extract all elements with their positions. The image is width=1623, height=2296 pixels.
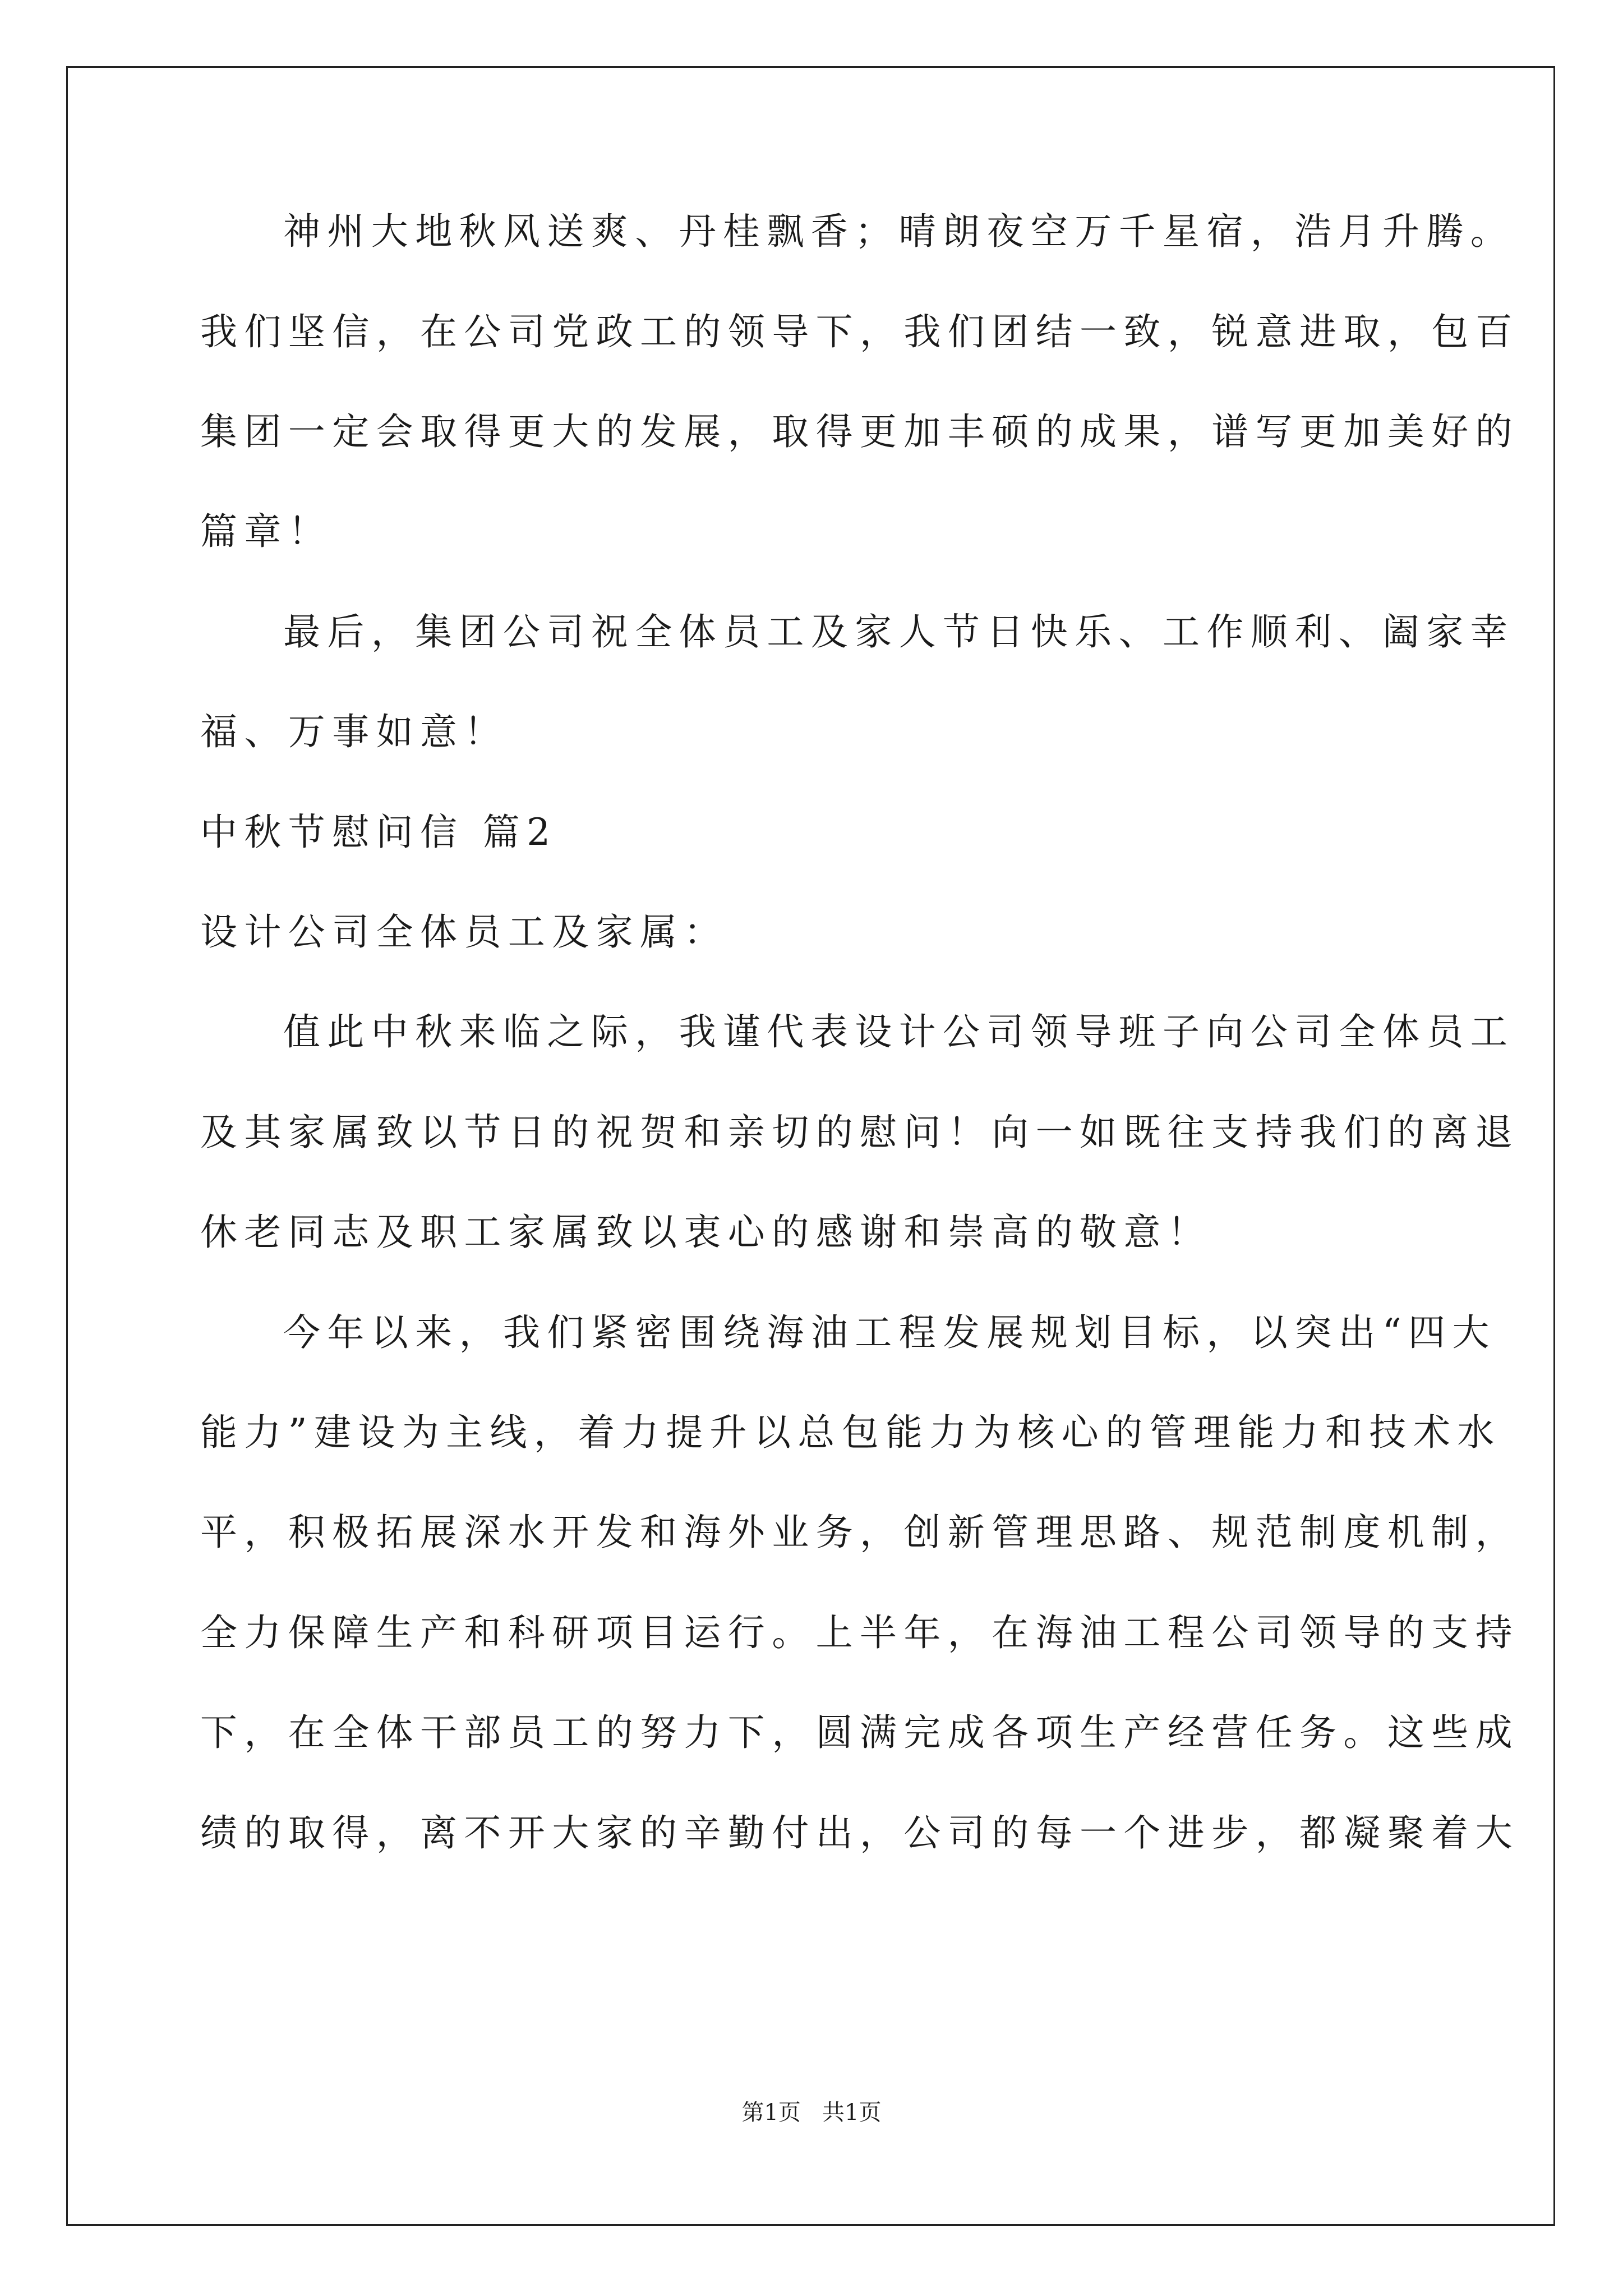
paragraph-line: 全力保障生产和科研项目运行。上半年，在海油工程公司领导的支持 bbox=[200, 1611, 1519, 1654]
paragraph-line: 最后，集团公司祝全体员工及家人节日快乐、工作顺利、阖家幸 bbox=[283, 610, 1515, 654]
paragraph-line: 我们坚信，在公司党政工的领导下，我们团结一致，锐意进取，包百 bbox=[200, 310, 1519, 353]
paragraph-line: 福、万事如意！ bbox=[200, 710, 508, 753]
paragraph-line: 下，在全体干部员工的努力下，圆满完成各项生产经营任务。这些成 bbox=[200, 1711, 1519, 1754]
paragraph-line: 及其家属致以节日的祝贺和亲切的慰问！向一如既往支持我们的离退 bbox=[200, 1111, 1519, 1154]
paragraph-line: 绩的取得，离不开大家的辛勤付出，公司的每一个进步，都凝聚着大 bbox=[200, 1811, 1519, 1855]
salutation: 设计公司全体员工及家属： bbox=[200, 910, 728, 954]
paragraph-line: 今年以来，我们紧密围绕海油工程发展规划目标，以突出“四大 bbox=[283, 1311, 1496, 1354]
paragraph-line: 休老同志及职工家属致以衷心的感谢和崇高的敬意！ bbox=[200, 1211, 1212, 1254]
page-footer: 第1页 共1页 bbox=[741, 2100, 882, 2125]
paragraph-line: 值此中秋来临之际，我谨代表设计公司领导班子向公司全体员工 bbox=[283, 1010, 1515, 1053]
paragraph-line: 平，积极拓展深水开发和海外业务，创新管理思路、规范制度机制， bbox=[200, 1511, 1519, 1554]
paragraph-line: 神州大地秋风送爽、丹桂飘香；晴朗夜空万千星宿，浩月升腾。 bbox=[283, 210, 1515, 253]
paragraph-line: 集团一定会取得更大的发展，取得更加丰硕的成果，谱写更加美好的 bbox=[200, 410, 1519, 453]
paragraph-line: 篇章！ bbox=[200, 510, 333, 553]
section-heading: 中秋节慰问信 篇2 bbox=[200, 811, 557, 854]
paragraph-line: 能力”建设为主线，着力提升以总包能力为核心的管理能力和技术水 bbox=[200, 1411, 1501, 1454]
